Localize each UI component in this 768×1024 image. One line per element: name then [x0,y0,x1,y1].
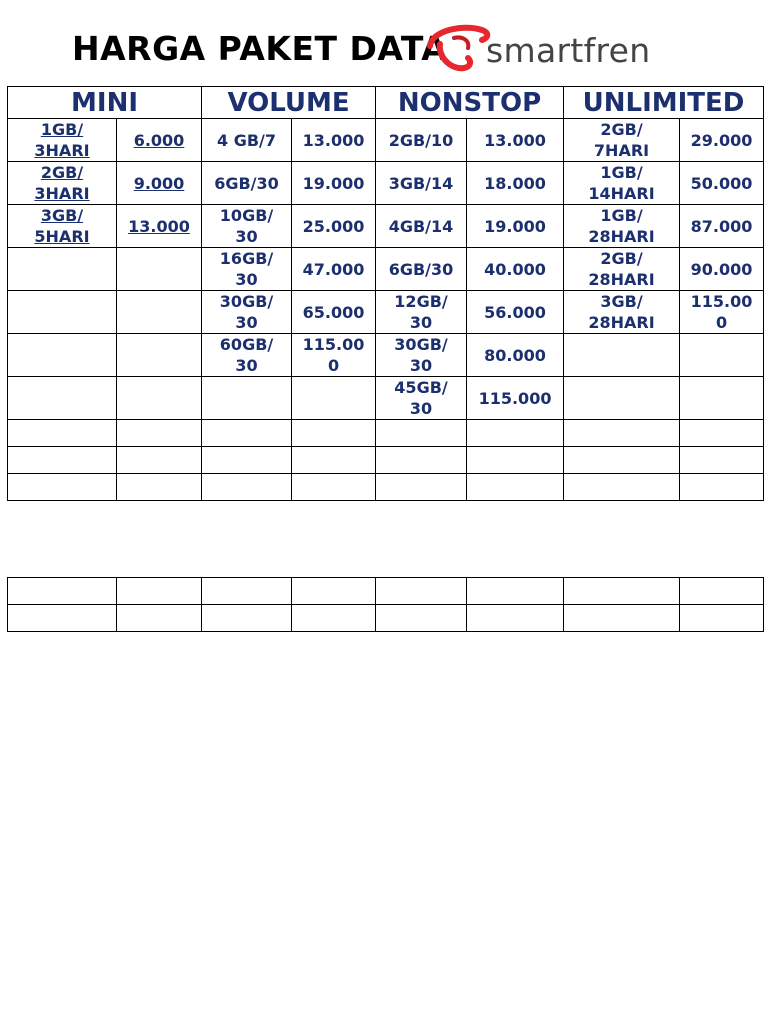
empty-cell [292,578,376,605]
empty-cell [8,248,117,291]
page-title: HARGA PAKET DATA [72,29,448,68]
empty-cell [202,578,292,605]
package-line: 3HARI [34,184,90,203]
package-line: 3HARI [34,141,90,160]
empty-cell [680,605,764,632]
empty-cell [202,420,292,447]
empty-cell [680,377,764,420]
empty-cell [564,578,680,605]
empty-cell [117,447,202,474]
volume-price: 115.00 0 [292,334,376,377]
price-line: 6.000 [133,130,185,150]
empty-cell [292,605,376,632]
package-line: 2GB/ [40,163,84,182]
empty-cell [117,291,202,334]
table-row [8,605,764,632]
empty-cell [680,578,764,605]
empty-cell [8,420,117,447]
mini-price[interactable] [117,119,202,162]
empty-cell [292,474,376,501]
price-line: 9.000 [133,173,185,193]
empty-cell [8,447,117,474]
header-mini: MINI [8,87,202,119]
volume-package: 6GB/30 [202,162,292,205]
mini-package[interactable] [8,119,117,162]
empty-cell [117,420,202,447]
empty-cell [467,474,564,501]
table-row [8,420,764,447]
empty-cell [202,377,292,420]
empty-cell [117,578,202,605]
empty-cell [467,420,564,447]
unlimited-package: 2GB/ 28HARI [564,248,680,291]
table-row [8,474,764,501]
empty-cell [202,605,292,632]
mini-package[interactable] [8,205,117,248]
table-row [8,248,764,291]
volume-package: 30GB/ 30 [202,291,292,334]
mini-price[interactable] [117,205,202,248]
unlimited-price: 50.000 [680,162,764,205]
nonstop-price: 19.000 [467,205,564,248]
empty-cell [564,334,680,377]
nonstop-price: 115.000 [467,377,564,420]
empty-cell [292,447,376,474]
empty-cell [202,447,292,474]
empty-cell [564,474,680,501]
volume-package: 60GB/ 30 [202,334,292,377]
empty-cell [117,605,202,632]
empty-cell [376,605,467,632]
nonstop-package: 12GB/ 30 [376,291,467,334]
nonstop-price: 13.000 [467,119,564,162]
empty-cell [292,420,376,447]
volume-price: 13.000 [292,119,376,162]
nonstop-package: 4GB/14 [376,205,467,248]
header-volume: VOLUME [202,87,376,119]
blank-table [7,577,764,632]
volume-package: 16GB/ 30 [202,248,292,291]
package-line: 3GB/ [40,206,84,225]
table-header-row [8,87,764,119]
unlimited-price: 29.000 [680,119,764,162]
nonstop-package: 45GB/ 30 [376,377,467,420]
unlimited-price: 115.00 0 [680,291,764,334]
unlimited-price: 87.000 [680,205,764,248]
empty-cell [467,447,564,474]
empty-cell [680,474,764,501]
unlimited-package: 1GB/ 28HARI [564,205,680,248]
empty-cell [8,474,117,501]
nonstop-price: 18.000 [467,162,564,205]
empty-cell [564,420,680,447]
table-row [8,447,764,474]
empty-cell [376,447,467,474]
volume-package: 10GB/ 30 [202,205,292,248]
header-nonstop: NONSTOP [376,87,564,119]
volume-package: 4 GB/7 [202,119,292,162]
table-row [8,291,764,334]
unlimited-price: 90.000 [680,248,764,291]
table-row [8,162,764,205]
empty-cell [202,474,292,501]
unlimited-package: 2GB/ 7HARI [564,119,680,162]
unlimited-package: 1GB/ 14HARI [564,162,680,205]
nonstop-package: 30GB/ 30 [376,334,467,377]
mini-price[interactable] [117,162,202,205]
smartfren-swirl-icon [424,24,494,76]
volume-price: 19.000 [292,162,376,205]
table-row [8,377,764,420]
table-row [8,334,764,377]
nonstop-package: 3GB/14 [376,162,467,205]
empty-cell [8,605,117,632]
nonstop-package: 2GB/10 [376,119,467,162]
empty-cell [8,578,117,605]
empty-cell [376,578,467,605]
empty-cell [467,605,564,632]
empty-cell [8,377,117,420]
nonstop-price: 56.000 [467,291,564,334]
table-row [8,119,764,162]
empty-cell [117,248,202,291]
empty-cell [376,474,467,501]
empty-cell [8,291,117,334]
brand-wordmark: smartfren [486,31,651,70]
empty-cell [564,605,680,632]
empty-cell [564,377,680,420]
smartfren-logo [424,24,714,76]
unlimited-package: 3GB/ 28HARI [564,291,680,334]
volume-price: 25.000 [292,205,376,248]
nonstop-price: 80.000 [467,334,564,377]
empty-cell [376,420,467,447]
volume-price: 65.000 [292,291,376,334]
price-line: 13.000 [128,216,190,236]
table-row [8,578,764,605]
empty-cell [117,334,202,377]
empty-cell [292,377,376,420]
empty-cell [117,377,202,420]
empty-cell [680,447,764,474]
package-line: 1GB/ [40,120,84,139]
volume-price: 47.000 [292,248,376,291]
empty-cell [680,334,764,377]
package-line: 5HARI [34,227,90,246]
header-unlimited: UNLIMITED [564,87,764,119]
table-row [8,205,764,248]
nonstop-price: 40.000 [467,248,564,291]
mini-package[interactable] [8,162,117,205]
empty-cell [680,420,764,447]
empty-cell [117,474,202,501]
nonstop-package: 6GB/30 [376,248,467,291]
price-table [7,86,764,501]
empty-cell [564,447,680,474]
empty-cell [8,334,117,377]
empty-cell [467,578,564,605]
